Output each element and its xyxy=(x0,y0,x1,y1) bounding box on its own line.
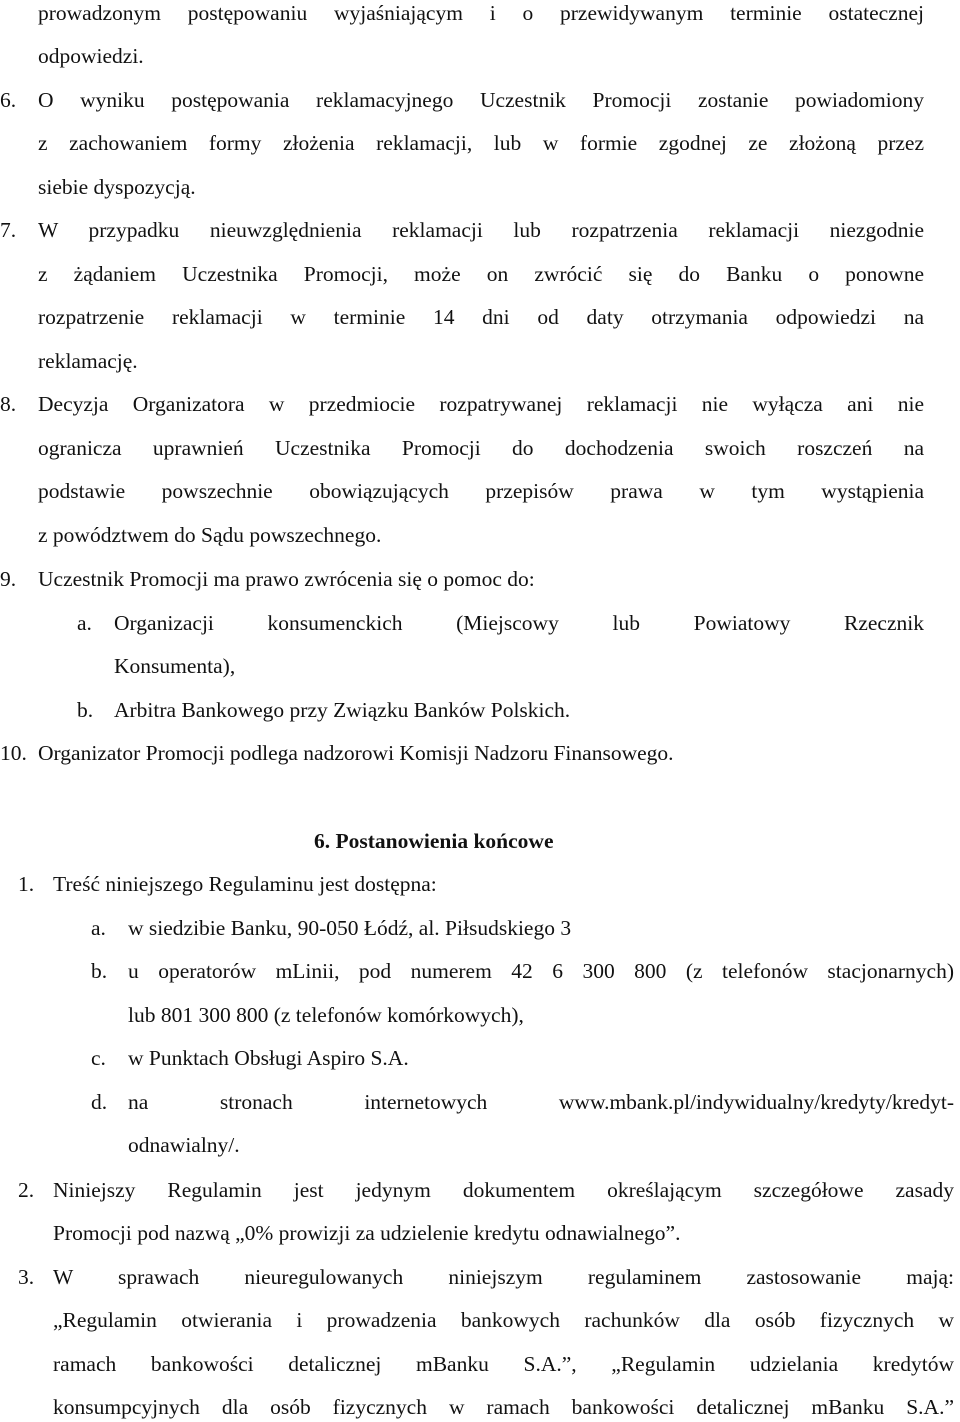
text-line: Niniejszy Regulamin jest jedynym dokumentem określającym szczegółowe zasady xyxy=(53,1178,954,1202)
list-number: 3. xyxy=(18,1265,35,1289)
text-line: reklamację. xyxy=(38,349,138,373)
list-number: 7. xyxy=(0,218,17,242)
list-number: 6. xyxy=(0,88,17,112)
list-number: 10. xyxy=(0,741,27,765)
text-line: ogranicza uprawnień Uczestnika Promocji do dochodzenia swoich roszczeń na xyxy=(38,436,924,460)
list-number: 8. xyxy=(0,392,17,416)
list-number: 1. xyxy=(18,872,35,896)
text-line: podstawie powszechnie obowiązujących przepisów prawa w tym wystąpienia xyxy=(38,479,924,503)
text-line: na stronach internetowych www.mbank.pl/indywidualny/kredyty/kredyt- xyxy=(128,1090,954,1114)
sublist-letter: b. xyxy=(91,959,108,983)
text-line: siebie dyspozycją. xyxy=(38,175,196,199)
text-line: Konsumenta), xyxy=(114,654,236,678)
text-line: prowadzonym postępowaniu wyjaśniającym i o przewidywanym terminie ostatecznej xyxy=(38,1,924,25)
sublist-letter: a. xyxy=(77,611,92,635)
text-line: odnawialny/. xyxy=(128,1133,240,1157)
text-line: w siedzibie Banku, 90-050 Łódź, al. Piłsudskiego 3 xyxy=(128,916,572,940)
text-line: Organizator Promocji podlega nadzorowi Komisji Nadzoru Finansowego. xyxy=(38,741,674,765)
list-number: 2. xyxy=(18,1178,35,1202)
text-line: Arbitra Bankowego przy Związku Banków Polskich. xyxy=(114,698,571,722)
text-line: z zachowaniem formy złożenia reklamacji, lub w formie zgodnej ze złożoną przez xyxy=(38,131,924,155)
text-line: Decyzja Organizatora w przedmiocie rozpatrywanej reklamacji nie wyłącza ani nie xyxy=(38,392,924,416)
text-line: „Regulamin otwierania i prowadzenia bankowych rachunków dla osób fizycznych w xyxy=(53,1308,954,1332)
text-line: ramach bankowości detalicznej mBanku S.A.”, „Regulamin udzielania kredytów xyxy=(53,1352,954,1376)
text-line: odpowiedzi. xyxy=(38,44,144,68)
text-line: konsumpcyjnych dla osób fizycznych w ramach bankowości detalicznej mBanku S.A.” xyxy=(53,1395,954,1419)
text-line: O wyniku postępowania reklamacyjnego Uczestnik Promocji zostanie powiadomiony xyxy=(38,88,924,112)
text-line: Promocji pod nazwą „0% prowizji za udzielenie kredytu odnawialnego”. xyxy=(53,1221,681,1245)
text-line: Organizacji konsumenckich (Miejscowy lub Powiatowy Rzecznik xyxy=(114,611,924,635)
section-heading: 6. Postanowienia końcowe xyxy=(314,829,554,853)
text-line: rozpatrzenie reklamacji w terminie 14 dni od daty otrzymania odpowiedzi na xyxy=(38,305,924,329)
list-number: 9. xyxy=(0,567,17,591)
text-line: z żądaniem Uczestnika Promocji, może on zwrócić się do Banku o ponowne xyxy=(38,262,924,286)
text-line: Treść niniejszego Regulaminu jest dostępna: xyxy=(53,872,437,896)
text-line: z powództwem do Sądu powszechnego. xyxy=(38,523,382,547)
text-line: Uczestnik Promocji ma prawo zwrócenia się o pomoc do: xyxy=(38,567,535,591)
text-line: W przypadku nieuwzględnienia reklamacji lub rozpatrzenia reklamacji niezgodnie xyxy=(38,218,924,242)
text-line: u operatorów mLinii, pod numerem 42 6 300 800 (z telefonów stacjonarnych) xyxy=(128,959,954,983)
sublist-letter: c. xyxy=(91,1046,106,1070)
sublist-letter: d. xyxy=(91,1090,108,1114)
text-line: w Punktach Obsługi Aspiro S.A. xyxy=(128,1046,409,1070)
text-line: W sprawach nieuregulowanych niniejszym regulaminem zastosowanie mają: xyxy=(53,1265,954,1289)
sublist-letter: b. xyxy=(77,698,94,722)
sublist-letter: a. xyxy=(91,916,106,940)
text-line: lub 801 300 800 (z telefonów komórkowych), xyxy=(128,1003,524,1027)
